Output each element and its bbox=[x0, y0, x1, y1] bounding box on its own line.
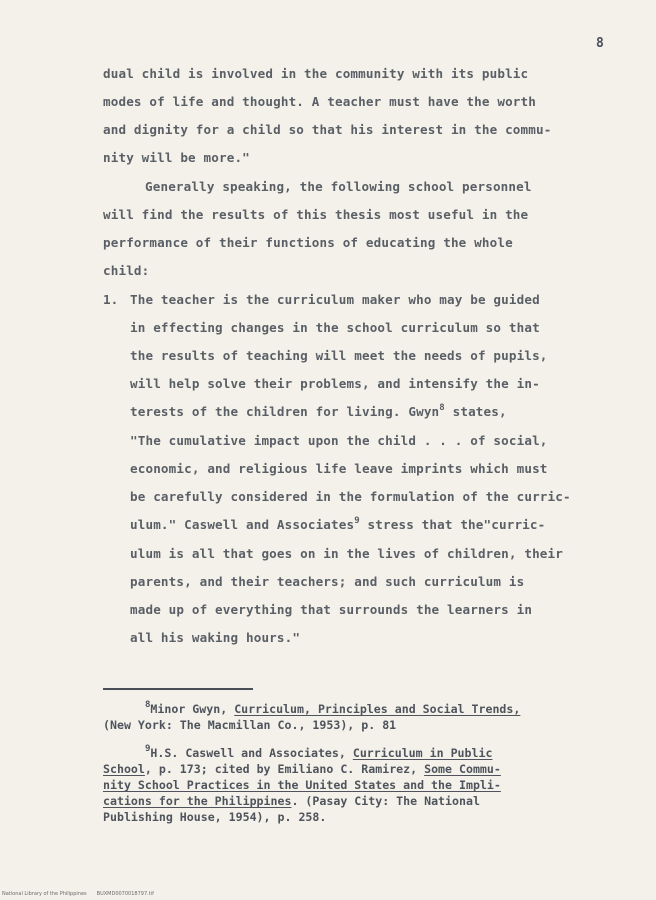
page-number: 8 bbox=[596, 36, 604, 51]
scan-footer bbox=[2, 891, 164, 897]
list-line: ulum is all that goes on in the lives of children, their bbox=[130, 546, 563, 561]
list-line: in effecting changes in the school curriculum so that bbox=[130, 320, 540, 335]
list-number: 1. bbox=[103, 292, 119, 307]
footnote-ref: 9 bbox=[354, 516, 360, 526]
body-line: modes of life and thought. A teacher must have the worth bbox=[103, 94, 536, 109]
footnote-9-line bbox=[103, 778, 501, 792]
footnote-8-publisher: (New York: The Macmillan Co., 1953), p. 81 bbox=[103, 718, 397, 732]
list-line: "The cumulative impact upon the child . . . of social, bbox=[130, 433, 548, 448]
body-line: nity will be more." bbox=[103, 150, 250, 165]
footnote-title: cations for the Philippines bbox=[103, 794, 292, 808]
footnote-9 bbox=[145, 746, 492, 760]
body-line: and dignity for a child so that his interest in the commu- bbox=[103, 122, 552, 137]
body-line: child: bbox=[103, 263, 150, 278]
list-line: parents, and their teachers; and such curriculum is bbox=[130, 574, 525, 589]
list-line: the results of teaching will meet the needs of pupils, bbox=[130, 348, 548, 363]
footnote-9-line bbox=[103, 762, 501, 776]
footnote-title: Curriculum, Principles and Social Trends, bbox=[234, 702, 521, 716]
footnote-title: School bbox=[103, 762, 145, 776]
footnote-9-publisher: Publishing House, 1954), p. 258. bbox=[103, 810, 327, 824]
library-name: National Library of the Philippines bbox=[2, 891, 87, 897]
footnote-8 bbox=[145, 702, 520, 716]
list-line: economic, and religious life leave imprints which must bbox=[130, 461, 548, 476]
footnote-author: H.S. Caswell and Associates, bbox=[150, 746, 353, 760]
body-line: performance of their functions of educating the whole bbox=[103, 235, 513, 250]
footnote-rule bbox=[103, 688, 253, 690]
footnote-9-line bbox=[103, 794, 480, 808]
footnote-title: Some Commu- bbox=[424, 762, 501, 776]
list-line: will help solve their problems, and intensify the in- bbox=[130, 376, 540, 391]
body-line: dual child is involved in the community with its public bbox=[103, 66, 529, 81]
list-line bbox=[130, 404, 507, 419]
body-line: Generally speaking, the following school personnel bbox=[145, 179, 532, 194]
body-line: will find the results of this thesis most useful in the bbox=[103, 207, 529, 222]
list-line: be carefully considered in the formulation of the curric- bbox=[130, 489, 571, 504]
footnote-title: nity School Practices in the United States and the Impli- bbox=[103, 778, 501, 792]
list-line: The teacher is the curriculum maker who may be guided bbox=[130, 292, 540, 307]
footnote-mark: 9 bbox=[145, 744, 151, 754]
footnote-ref: 8 bbox=[439, 403, 445, 413]
footnote-title: Curriculum in Public bbox=[352, 746, 493, 760]
list-line bbox=[130, 517, 545, 532]
footnote-author: Minor Gwyn, bbox=[150, 702, 235, 716]
list-text: ulum." Caswell and Associates bbox=[130, 517, 355, 532]
list-text: terests of the children for living. Gwyn bbox=[130, 404, 440, 419]
list-line: made up of everything that surrounds the learners in bbox=[130, 602, 533, 617]
list-text: stress that the"curric- bbox=[359, 517, 546, 532]
list-text: states, bbox=[444, 404, 507, 419]
footnote-text: , p. 173; cited by Emiliano C. Ramirez, bbox=[144, 762, 425, 776]
footnote-text: . (Pasay City: The National bbox=[291, 794, 480, 808]
file-code: BUXMD0070018797.tif bbox=[96, 891, 154, 897]
footnote-mark: 8 bbox=[145, 700, 151, 710]
list-line: all his waking hours." bbox=[130, 630, 301, 645]
